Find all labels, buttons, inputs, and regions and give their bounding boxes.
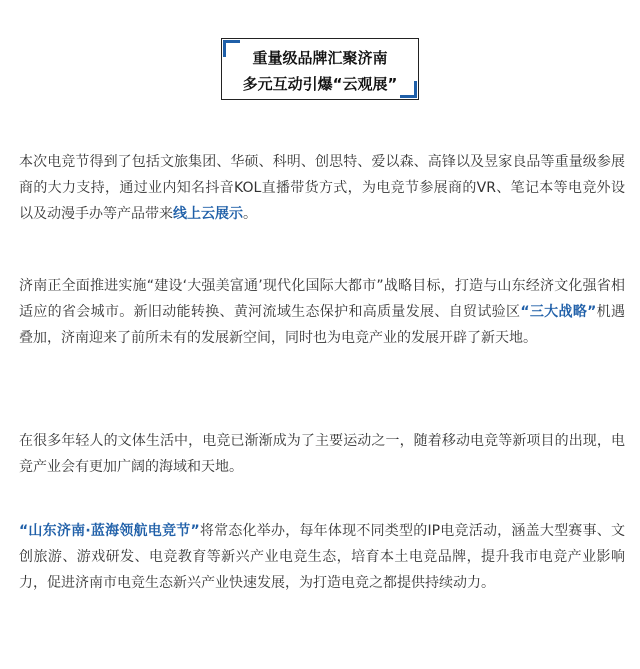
- paragraph-4-highlight: “山东济南·蓝海领航电竞节”: [19, 523, 200, 539]
- paragraph-1-highlight: 线上云展示: [173, 206, 243, 222]
- paragraph-4: [19, 518, 625, 596]
- section-title-box: [221, 38, 419, 100]
- section-title-line-2: 多元互动引爆“云观展”: [242, 75, 398, 93]
- paragraph-2: [19, 273, 625, 351]
- paragraph-1: [19, 149, 625, 227]
- paragraph-1-text: 本次电竞节得到了包括文旅集团、华硕、科明、创思特、爱以森、高锋以及昱家良品等重量级参展商的大力支持，通过业内知名抖音KOL直播带货方式，为电竞节参展商的VR、笔记本等电竞外设以及动漫手办等产品带来: [19, 154, 625, 222]
- section-title-line-1: 重量级品牌汇聚济南: [252, 49, 388, 67]
- paragraph-4-text: 将常态化举办，每年体现不同类型的IP电竞活动，涵盖大型赛事、文创旅游、游戏研发、电竞教育等新兴产业电竞生态，培育本土电竞品牌，提升我市电竞产业影响力，促进济南市电竞生态新兴产业快速发展，为打造电竞之都提供持续动力。: [19, 523, 625, 591]
- paragraph-2-highlight: “三大战略”: [520, 304, 597, 320]
- paragraph-3: [19, 428, 625, 480]
- paragraph-3-text: 在很多年轻人的文体生活中，电竞已渐渐成为了主要运动之一，随着移动电竞等新项目的出现，电竞产业会有更加广阔的海域和天地。: [19, 433, 625, 475]
- paragraph-2-text: 济南正全面推进实施“建设‘大强美富通’现代化国际大都市”战略目标，打造与山东经济文化强省相适应的省会城市。新旧动能转换、黄河流域生态保护和高质量发展、自贸试验区: [19, 278, 625, 320]
- paragraph-2-tail: 机遇叠加，济南迎来了前所未有的发展新空间，同时也为电竞产业的发展开辟了新天地。: [19, 304, 626, 346]
- paragraph-1-tail: 。: [243, 206, 257, 222]
